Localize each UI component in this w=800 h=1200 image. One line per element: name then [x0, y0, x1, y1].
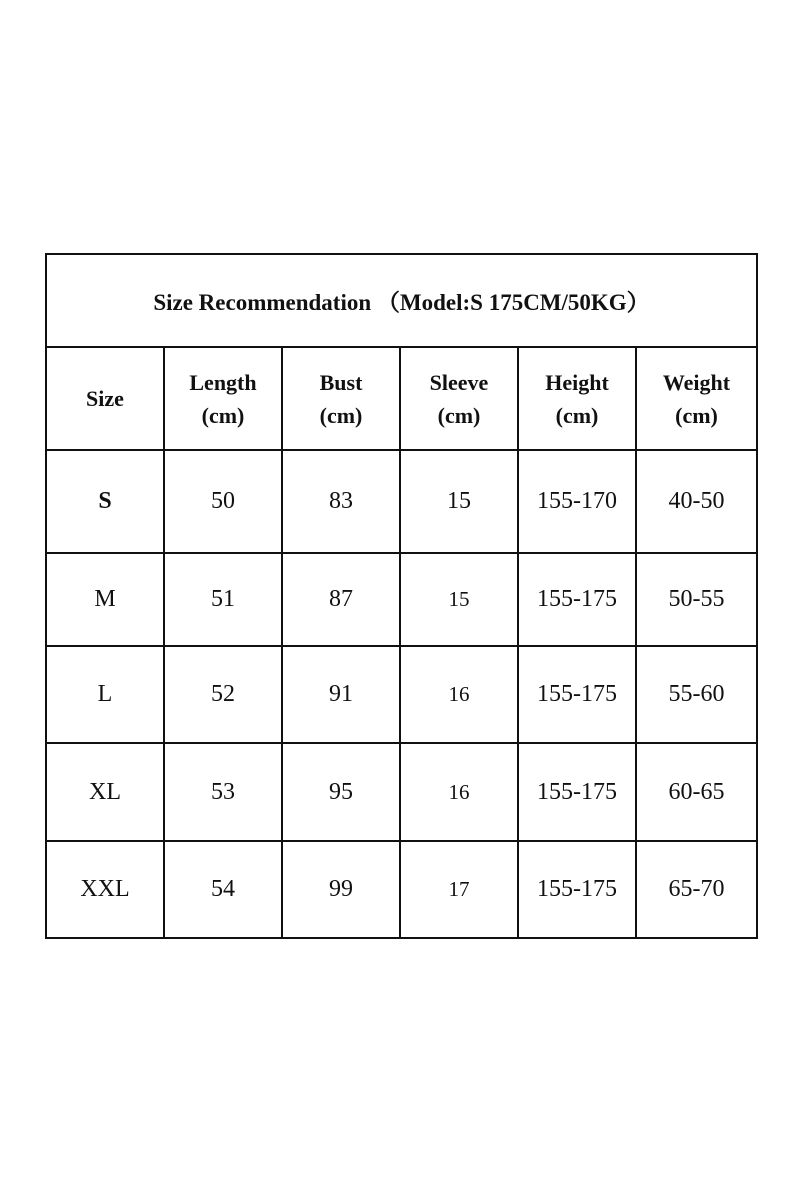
header-height: Height (cm) — [518, 347, 636, 450]
sleeve-cell: 16 — [400, 743, 518, 841]
header-bust: Bust (cm) — [282, 347, 400, 450]
length-cell: 53 — [164, 743, 282, 841]
table-row — [46, 646, 757, 743]
weight-cell: 65-70 — [636, 841, 757, 938]
length-cell: 52 — [164, 646, 282, 743]
title-row — [46, 254, 757, 347]
table-row — [46, 553, 757, 646]
weight-cell: 60-65 — [636, 743, 757, 841]
header-row — [46, 347, 757, 450]
table-row — [46, 841, 757, 938]
size-cell: M — [46, 553, 164, 646]
height-cell: 155-175 — [518, 646, 636, 743]
bust-cell: 91 — [282, 646, 400, 743]
header-weight: Weight (cm) — [636, 347, 757, 450]
bust-cell: 87 — [282, 553, 400, 646]
table-title: Size Recommendation （Model:S 175CM/50KG） — [46, 254, 757, 347]
weight-cell: 50-55 — [636, 553, 757, 646]
length-cell: 51 — [164, 553, 282, 646]
height-cell: 155-175 — [518, 841, 636, 938]
size-cell: S — [46, 450, 164, 553]
height-cell: 155-170 — [518, 450, 636, 553]
sleeve-cell: 17 — [400, 841, 518, 938]
size-cell: XL — [46, 743, 164, 841]
height-cell: 155-175 — [518, 743, 636, 841]
table-row — [46, 450, 757, 553]
header-length: Length (cm) — [164, 347, 282, 450]
length-cell: 54 — [164, 841, 282, 938]
sleeve-cell: 15 — [400, 553, 518, 646]
size-cell: XXL — [46, 841, 164, 938]
bust-cell: 99 — [282, 841, 400, 938]
size-chart-table — [45, 253, 758, 939]
sleeve-cell: 15 — [400, 450, 518, 553]
bust-cell: 95 — [282, 743, 400, 841]
table-row — [46, 743, 757, 841]
size-cell: L — [46, 646, 164, 743]
header-size: Size — [46, 347, 164, 450]
header-sleeve: Sleeve (cm) — [400, 347, 518, 450]
weight-cell: 40-50 — [636, 450, 757, 553]
sleeve-cell: 16 — [400, 646, 518, 743]
length-cell: 50 — [164, 450, 282, 553]
height-cell: 155-175 — [518, 553, 636, 646]
bust-cell: 83 — [282, 450, 400, 553]
weight-cell: 55-60 — [636, 646, 757, 743]
